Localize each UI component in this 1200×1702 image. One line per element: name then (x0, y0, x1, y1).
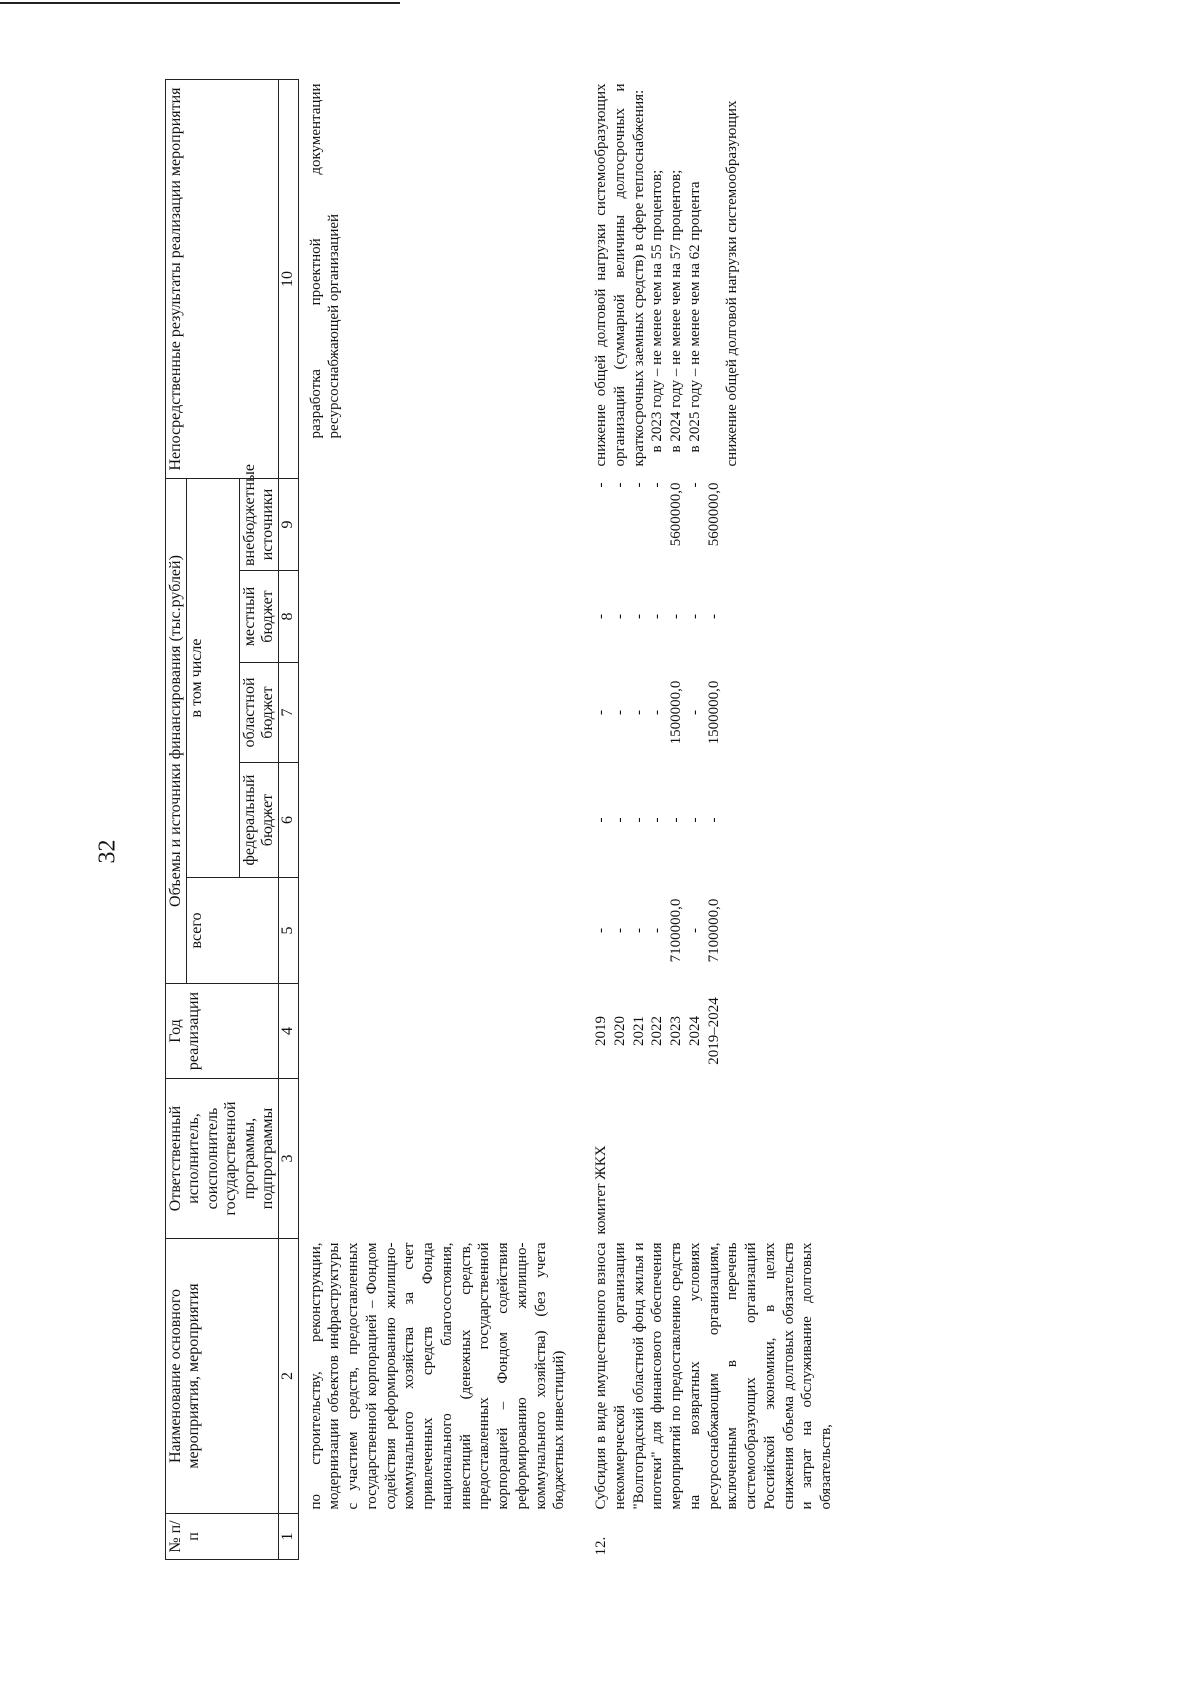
amount-value: - (611, 710, 628, 715)
year-value: 2021 (630, 1016, 647, 1046)
result-2024: в 2024 году – не менее чем на 57 процентов; (668, 169, 685, 453)
row12-number: 12. (593, 1536, 610, 1556)
amount-value: - (668, 614, 685, 619)
column-number: 2 (279, 1239, 298, 1514)
column-number: 5 (279, 878, 298, 984)
amount-value: - (649, 482, 666, 488)
header-column-numbers (279, 79, 298, 1559)
row12-federal (570, 763, 837, 878)
column-number: 1 (279, 1514, 298, 1560)
row12-regional (570, 663, 837, 763)
header-federal: федеральный бюджет (239, 763, 279, 878)
column-number: 8 (279, 571, 298, 663)
result-2025: в 2025 году – не менее чем на 62 процента (686, 181, 703, 453)
header-local: местный бюджет (239, 571, 279, 663)
column-number: 9 (279, 478, 298, 570)
amount-value: - (611, 928, 628, 933)
table-header (166, 79, 299, 1559)
row12-description: Субсидия в виде имущественного взноса некоммерческой организации "Волгоградский областной фонд жилья и ипотеки" для финансового обеспечения мероприятий по предоставлению средств на возвратных условиях ресурсоснабжающим организациям, включенным в перечень системообразующих организаций Российской экономики, в целях снижения объема долговых обязательств и затрат на обслуживание долговых обязательств, (593, 1242, 835, 1510)
amount-value: 1500000,0 (668, 680, 685, 745)
amount-value: - (686, 482, 703, 488)
row12-executor: комитет ЖКХ (593, 1145, 610, 1235)
amount-value: - (686, 928, 703, 933)
amount-value: - (705, 614, 722, 619)
amount-value: - (686, 614, 703, 619)
amount-value: - (705, 817, 722, 823)
row12-offbudget (570, 478, 837, 570)
amount-value: - (686, 817, 703, 823)
year-value: 2022 (649, 1016, 666, 1046)
column-number: 6 (279, 763, 298, 878)
amount-value: 7100000,0 (705, 898, 722, 963)
program-table (165, 79, 837, 1560)
amount-value: 7100000,0 (668, 898, 685, 963)
row12-local (570, 571, 837, 663)
header-name: Наименование основного мероприятия, мероприятия (166, 1239, 279, 1514)
top-edge-line (0, 2, 400, 4)
amount-value: - (611, 482, 628, 488)
header-year: Год реализации (166, 984, 279, 1079)
amount-value: - (593, 928, 610, 933)
year-value: 2024 (686, 1016, 703, 1046)
year-value: 2023 (668, 1016, 685, 1046)
amount-value: - (593, 482, 610, 488)
year-value: 2020 (611, 1016, 628, 1046)
column-number: 4 (279, 984, 298, 1079)
amount-value: - (630, 817, 647, 823)
header-executor: Ответственный исполнитель, соисполнитель государственной программы, подпрограммы (166, 1079, 279, 1239)
amount-value: - (630, 710, 647, 715)
header-number: № п/п (166, 1514, 279, 1560)
header-including: в том числе (187, 478, 239, 877)
column-number: 10 (279, 79, 298, 478)
amount-value: - (630, 928, 647, 933)
amount-value: 1500000,0 (705, 680, 722, 745)
year-value: 2019 (593, 1016, 610, 1046)
amount-value: - (593, 710, 610, 715)
header-offbudget: внебюджетные источники (239, 478, 279, 570)
column-number: 3 (279, 1079, 298, 1239)
header-funding: Объемы и источники финансирования (тыс.рублей) (166, 478, 187, 983)
header-results: Непосредственные результаты реализации мероприятия (166, 79, 279, 478)
amount-value: - (630, 482, 647, 488)
header-regional: областной бюджет (239, 663, 279, 763)
year-value: 2019–2024 (705, 997, 722, 1065)
amount-value: - (649, 817, 666, 823)
amount-value: - (649, 710, 666, 715)
amount-value: - (630, 614, 647, 619)
row12-years (570, 984, 837, 1079)
amount-value: - (649, 928, 666, 933)
row12-results (570, 79, 837, 478)
header-total: всего (187, 878, 279, 984)
table-row-continuation (298, 79, 570, 1559)
amount-value: - (593, 817, 610, 823)
amount-value: - (649, 614, 666, 619)
result-next: снижение общей долговой нагрузки системообразующих (723, 100, 740, 467)
amount-value: - (611, 817, 628, 823)
amount-value: - (668, 817, 685, 823)
amount-value: - (686, 710, 703, 715)
amount-value: - (611, 614, 628, 619)
row12-total (570, 878, 837, 984)
result-2023: в 2023 году – не менее чем на 55 процентов; (649, 169, 666, 453)
rotated-table-page (165, 80, 1115, 1560)
table-row-12 (570, 79, 837, 1559)
amount-value: 5600000,0 (668, 482, 685, 547)
amount-value: - (593, 614, 610, 619)
column-number: 7 (279, 663, 298, 763)
result-main: снижение общей долговой нагрузки системообразующих организаций (суммарной величины долгосрочных и краткосрочных заемных средств) в сфере теплоснабжения: (593, 83, 647, 467)
continuation-result: разработка проектной документации ресурсоснабжающей организацией (307, 83, 343, 439)
amount-value: 5600000,0 (705, 482, 722, 547)
page-number: 32 (94, 839, 121, 864)
continuation-description: по строительству, реконструкции, модернизации объектов инфраструктуры с участием средств, предоставленных государственной корпорацией – Фондом содействия реформированию жилищно-коммунального хозяйства за счет привлеченных средств Фонда национального благосостояния, инвестиций (денежных средств, предоставленных государственной корпорацией – Фондом содействия реформированию жилищно-коммунального хозяйства) (без учета бюджетных инвестиций) (307, 1242, 568, 1510)
